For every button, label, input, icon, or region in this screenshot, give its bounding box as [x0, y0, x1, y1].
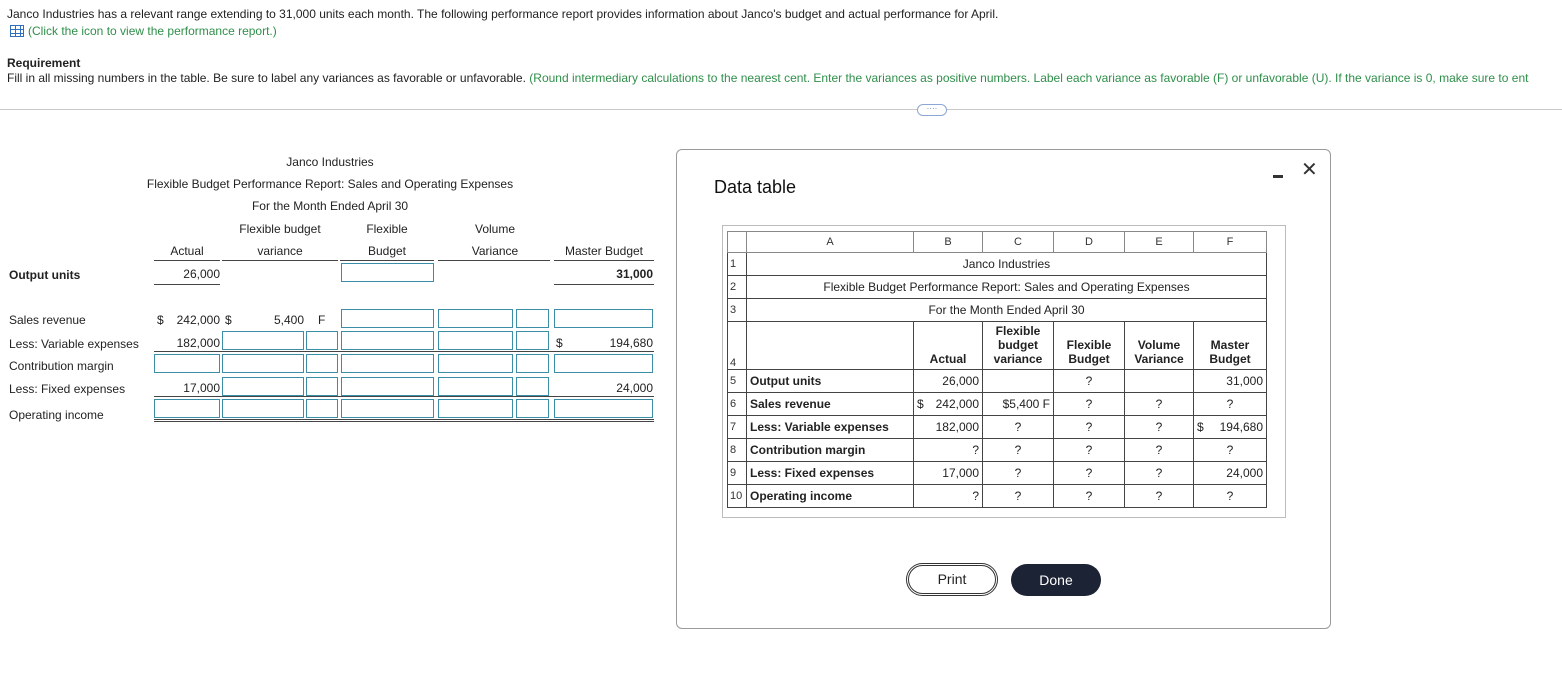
master-cell	[1194, 462, 1267, 485]
master-value: ?	[1226, 443, 1234, 457]
table-icon[interactable]	[10, 25, 24, 37]
fbv-sales-currency: $	[225, 313, 232, 327]
row-number: 2	[728, 276, 747, 299]
dt-header-master-budget: Master Budget	[1194, 322, 1267, 370]
actual-contribution-margin-input[interactable]	[154, 354, 220, 373]
actual-sales-currency: $	[157, 313, 164, 327]
flexible-budget-operating-income-input[interactable]	[341, 399, 434, 418]
flexible-budget-variable-expenses-input[interactable]	[341, 331, 434, 350]
header-flexible-budget-variance-1: Flexible budget	[239, 222, 321, 236]
actual-sales-revenue: 242,000	[176, 313, 220, 327]
volume-variance-cell: ?	[1125, 439, 1194, 462]
dt-header-volume-variance: Volume Variance	[1125, 322, 1194, 370]
flexible-budget-cell: ?	[1054, 485, 1125, 508]
actual-value: 182,000	[935, 420, 979, 434]
currency-symbol: $	[917, 397, 924, 411]
print-button[interactable]: Print	[906, 563, 998, 596]
volume-variance-cell: ?	[1125, 485, 1194, 508]
flexible-budget-sales-input[interactable]	[341, 309, 434, 328]
fbv-variable-expenses-input[interactable]	[222, 331, 304, 350]
master-cell	[1194, 485, 1267, 508]
master-value: ?	[1226, 397, 1234, 411]
volume-variance-cell: ?	[1125, 393, 1194, 416]
column-header-d: D	[1054, 232, 1125, 253]
volume-variance-cell: ?	[1125, 462, 1194, 485]
flexible-budget-cell: ?	[1054, 393, 1125, 416]
flexible-budget-contribution-margin-input[interactable]	[341, 354, 434, 373]
fbv-operating-income-input[interactable]	[222, 399, 304, 418]
flexible-budget-cell: ?	[1054, 370, 1125, 393]
column-header-e: E	[1125, 232, 1194, 253]
fbv-cell: ?	[983, 485, 1054, 508]
report-period: For the Month Ended April 30	[251, 199, 409, 213]
actual-cell	[914, 462, 983, 485]
requirement-hint: (Round intermediary calculations to the nearest cent. Enter the variances as positive numbers. Label each variance as favorable (F) or unfavorable (U). If the variance is 0, make sure to ent	[529, 71, 1529, 85]
master-cell	[1194, 416, 1267, 439]
requirement-title: Requirement	[7, 56, 81, 70]
fbv-operating-income-label-input[interactable]	[306, 399, 338, 418]
fbv-contribution-margin-label-input[interactable]	[306, 354, 338, 373]
flexible-budget-fixed-expenses-input[interactable]	[341, 377, 434, 396]
row-label-sales-revenue: Sales revenue	[9, 313, 86, 327]
actual-cell	[914, 416, 983, 439]
master-value: 24,000	[1226, 466, 1263, 480]
table-title: Flexible Budget Performance Report: Sales and Operating Expenses	[747, 276, 1267, 299]
header-flexible-budget-variance-2: variance	[257, 244, 303, 258]
table-row	[728, 485, 1267, 508]
master-variable-currency: $	[556, 336, 563, 350]
row-label-fixed-expenses: Less: Fixed expenses	[9, 382, 126, 396]
actual-cell	[914, 485, 983, 508]
row-label: Sales revenue	[747, 393, 914, 416]
dialog-title: Data table	[714, 177, 797, 197]
column-header-row	[728, 232, 1267, 253]
actual-variable-expenses: 182,000	[176, 336, 220, 350]
volume-variance-operating-income-label-input[interactable]	[516, 399, 549, 418]
master-value: 31,000	[1226, 374, 1263, 388]
actual-value: 26,000	[942, 374, 979, 388]
actual-fixed-expenses: 17,000	[183, 381, 220, 395]
row-label: Less: Fixed expenses	[747, 462, 914, 485]
flexible-budget-output-units-input[interactable]	[341, 263, 434, 282]
expand-more-button[interactable]: ····	[917, 104, 947, 116]
actual-value: ?	[972, 443, 979, 457]
actual-cell	[914, 439, 983, 462]
fbv-cell	[983, 370, 1054, 393]
fbv-variable-expenses-label-input[interactable]	[306, 331, 338, 350]
volume-variance-cell	[1125, 370, 1194, 393]
header-master-budget: Master Budget	[564, 244, 644, 258]
row-underline	[154, 396, 654, 397]
row-number: 5	[728, 370, 747, 393]
table-row	[728, 299, 1267, 322]
table-row	[728, 416, 1267, 439]
done-button[interactable]: Done	[1011, 564, 1101, 596]
data-table	[727, 231, 1267, 508]
volume-variance-variable-expenses-input[interactable]	[438, 331, 513, 350]
fbv-contribution-margin-input[interactable]	[222, 354, 304, 373]
volume-variance-contribution-margin-input[interactable]	[438, 354, 513, 373]
master-value: 194,680	[1219, 420, 1263, 434]
column-header-a: A	[747, 232, 914, 253]
minimize-icon[interactable]	[1273, 175, 1283, 178]
row-number: 4	[728, 322, 747, 370]
header-volume-variance-1: Volume	[474, 222, 516, 236]
flexible-budget-cell: ?	[1054, 462, 1125, 485]
master-fixed-expenses: 24,000	[616, 381, 653, 395]
row-label: Contribution margin	[747, 439, 914, 462]
row-number: 7	[728, 416, 747, 439]
performance-report-link[interactable]	[10, 24, 277, 38]
table-row	[728, 276, 1267, 299]
row-number: 8	[728, 439, 747, 462]
actual-value: 17,000	[942, 466, 979, 480]
table-row	[728, 462, 1267, 485]
master-value: ?	[1226, 489, 1234, 503]
dt-header-fbv: Flexible budget variance	[983, 322, 1054, 370]
header-underline	[340, 260, 434, 261]
report-title: Flexible Budget Performance Report: Sales and Operating Expenses	[146, 177, 514, 191]
volume-variance-fixed-expenses-label-input[interactable]	[516, 377, 549, 396]
volume-variance-sales-label-input[interactable]	[516, 309, 549, 328]
master-variable-expenses: 194,680	[609, 336, 653, 350]
actual-cell	[914, 393, 983, 416]
requirement-text	[7, 71, 1528, 85]
table-period: For the Month Ended April 30	[747, 299, 1267, 322]
fbv-cell: ?	[983, 439, 1054, 462]
column-header-c: C	[983, 232, 1054, 253]
double-underline	[154, 421, 654, 422]
requirement-instruction: Fill in all missing numbers in the table. Be sure to label any variances as favorable or unfavorable.	[7, 71, 526, 85]
master-output-units: 31,000	[616, 267, 653, 281]
header-volume-variance-2: Variance	[471, 244, 519, 258]
row-label: Less: Variable expenses	[747, 416, 914, 439]
row-label-output-units: Output units	[9, 268, 81, 282]
flexible-budget-cell: ?	[1054, 439, 1125, 462]
fbv-sales-label: F	[318, 313, 326, 327]
dt-header-actual: Actual	[914, 322, 983, 370]
performance-report-link-text[interactable]: (Click the icon to view the performance report.)	[28, 24, 277, 38]
table-company: Janco Industries	[747, 253, 1267, 276]
row-label: Operating income	[747, 485, 914, 508]
header-actual: Actual	[170, 244, 204, 258]
volume-variance-sales-input[interactable]	[438, 309, 513, 328]
fbv-sales-revenue: 5,400	[273, 313, 304, 327]
fbv-cell: ?	[983, 416, 1054, 439]
master-contribution-margin-input[interactable]	[554, 354, 653, 373]
header-flexible-budget-1: Flexible	[366, 222, 408, 236]
fbv-cell: $5,400 F	[983, 393, 1054, 416]
table-row	[728, 370, 1267, 393]
row-underline	[154, 351, 654, 352]
volume-variance-variable-expenses-label-input[interactable]	[516, 331, 549, 350]
row-label-contribution-margin: Contribution margin	[9, 359, 114, 373]
corner-cell	[728, 232, 747, 253]
fbv-fixed-expenses-input[interactable]	[222, 377, 304, 396]
master-operating-income-input[interactable]	[554, 399, 653, 418]
column-header-f: F	[1194, 232, 1267, 253]
master-cell	[1194, 393, 1267, 416]
volume-variance-contribution-margin-label-input[interactable]	[516, 354, 549, 373]
row-number: 6	[728, 393, 747, 416]
row-label-variable-expenses: Less: Variable expenses	[9, 337, 139, 351]
flexible-budget-cell: ?	[1054, 416, 1125, 439]
header-underline	[438, 260, 550, 261]
header-flexible-budget-2: Budget	[367, 244, 407, 258]
table-row	[728, 393, 1267, 416]
actual-value: 242,000	[935, 397, 979, 411]
header-underline	[222, 260, 338, 261]
row-label: Output units	[747, 370, 914, 393]
fbv-cell: ?	[983, 462, 1054, 485]
spreadsheet	[722, 225, 1286, 518]
dt-header-flexible-budget: Flexible Budget	[1054, 322, 1125, 370]
master-cell	[1194, 370, 1267, 393]
currency-symbol: $	[1197, 420, 1204, 434]
row-number: 3	[728, 299, 747, 322]
header-underline	[154, 260, 220, 261]
table-header-row	[728, 322, 1267, 370]
master-cell	[1194, 439, 1267, 462]
intro-text: Janco Industries has a relevant range extending to 31,000 units each month. The following performance report provides information about Janco's budget and actual performance for April.	[7, 7, 999, 21]
close-icon[interactable]: ✕	[1301, 159, 1318, 181]
actual-output-units: 26,000	[183, 267, 220, 281]
row-number: 9	[728, 462, 747, 485]
report-company: Janco Industries	[286, 155, 374, 169]
divider	[0, 109, 1562, 110]
table-row	[728, 253, 1267, 276]
double-underline	[154, 419, 654, 420]
column-header-b: B	[914, 232, 983, 253]
header-cell	[747, 322, 914, 370]
row-label-operating-income: Operating income	[9, 408, 104, 422]
volume-variance-cell: ?	[1125, 416, 1194, 439]
row-number: 10	[728, 485, 747, 508]
master-sales-input[interactable]	[554, 309, 653, 328]
actual-value: ?	[972, 489, 979, 503]
row-underline	[154, 284, 220, 285]
actual-operating-income-input[interactable]	[154, 399, 220, 418]
data-table-dialog	[676, 149, 1331, 629]
row-number: 1	[728, 253, 747, 276]
table-row	[728, 439, 1267, 462]
actual-cell	[914, 370, 983, 393]
volume-variance-fixed-expenses-input[interactable]	[438, 377, 513, 396]
header-underline	[554, 260, 654, 261]
fbv-fixed-expenses-label-input[interactable]	[306, 377, 338, 396]
row-underline	[554, 284, 654, 285]
volume-variance-operating-income-input[interactable]	[438, 399, 513, 418]
